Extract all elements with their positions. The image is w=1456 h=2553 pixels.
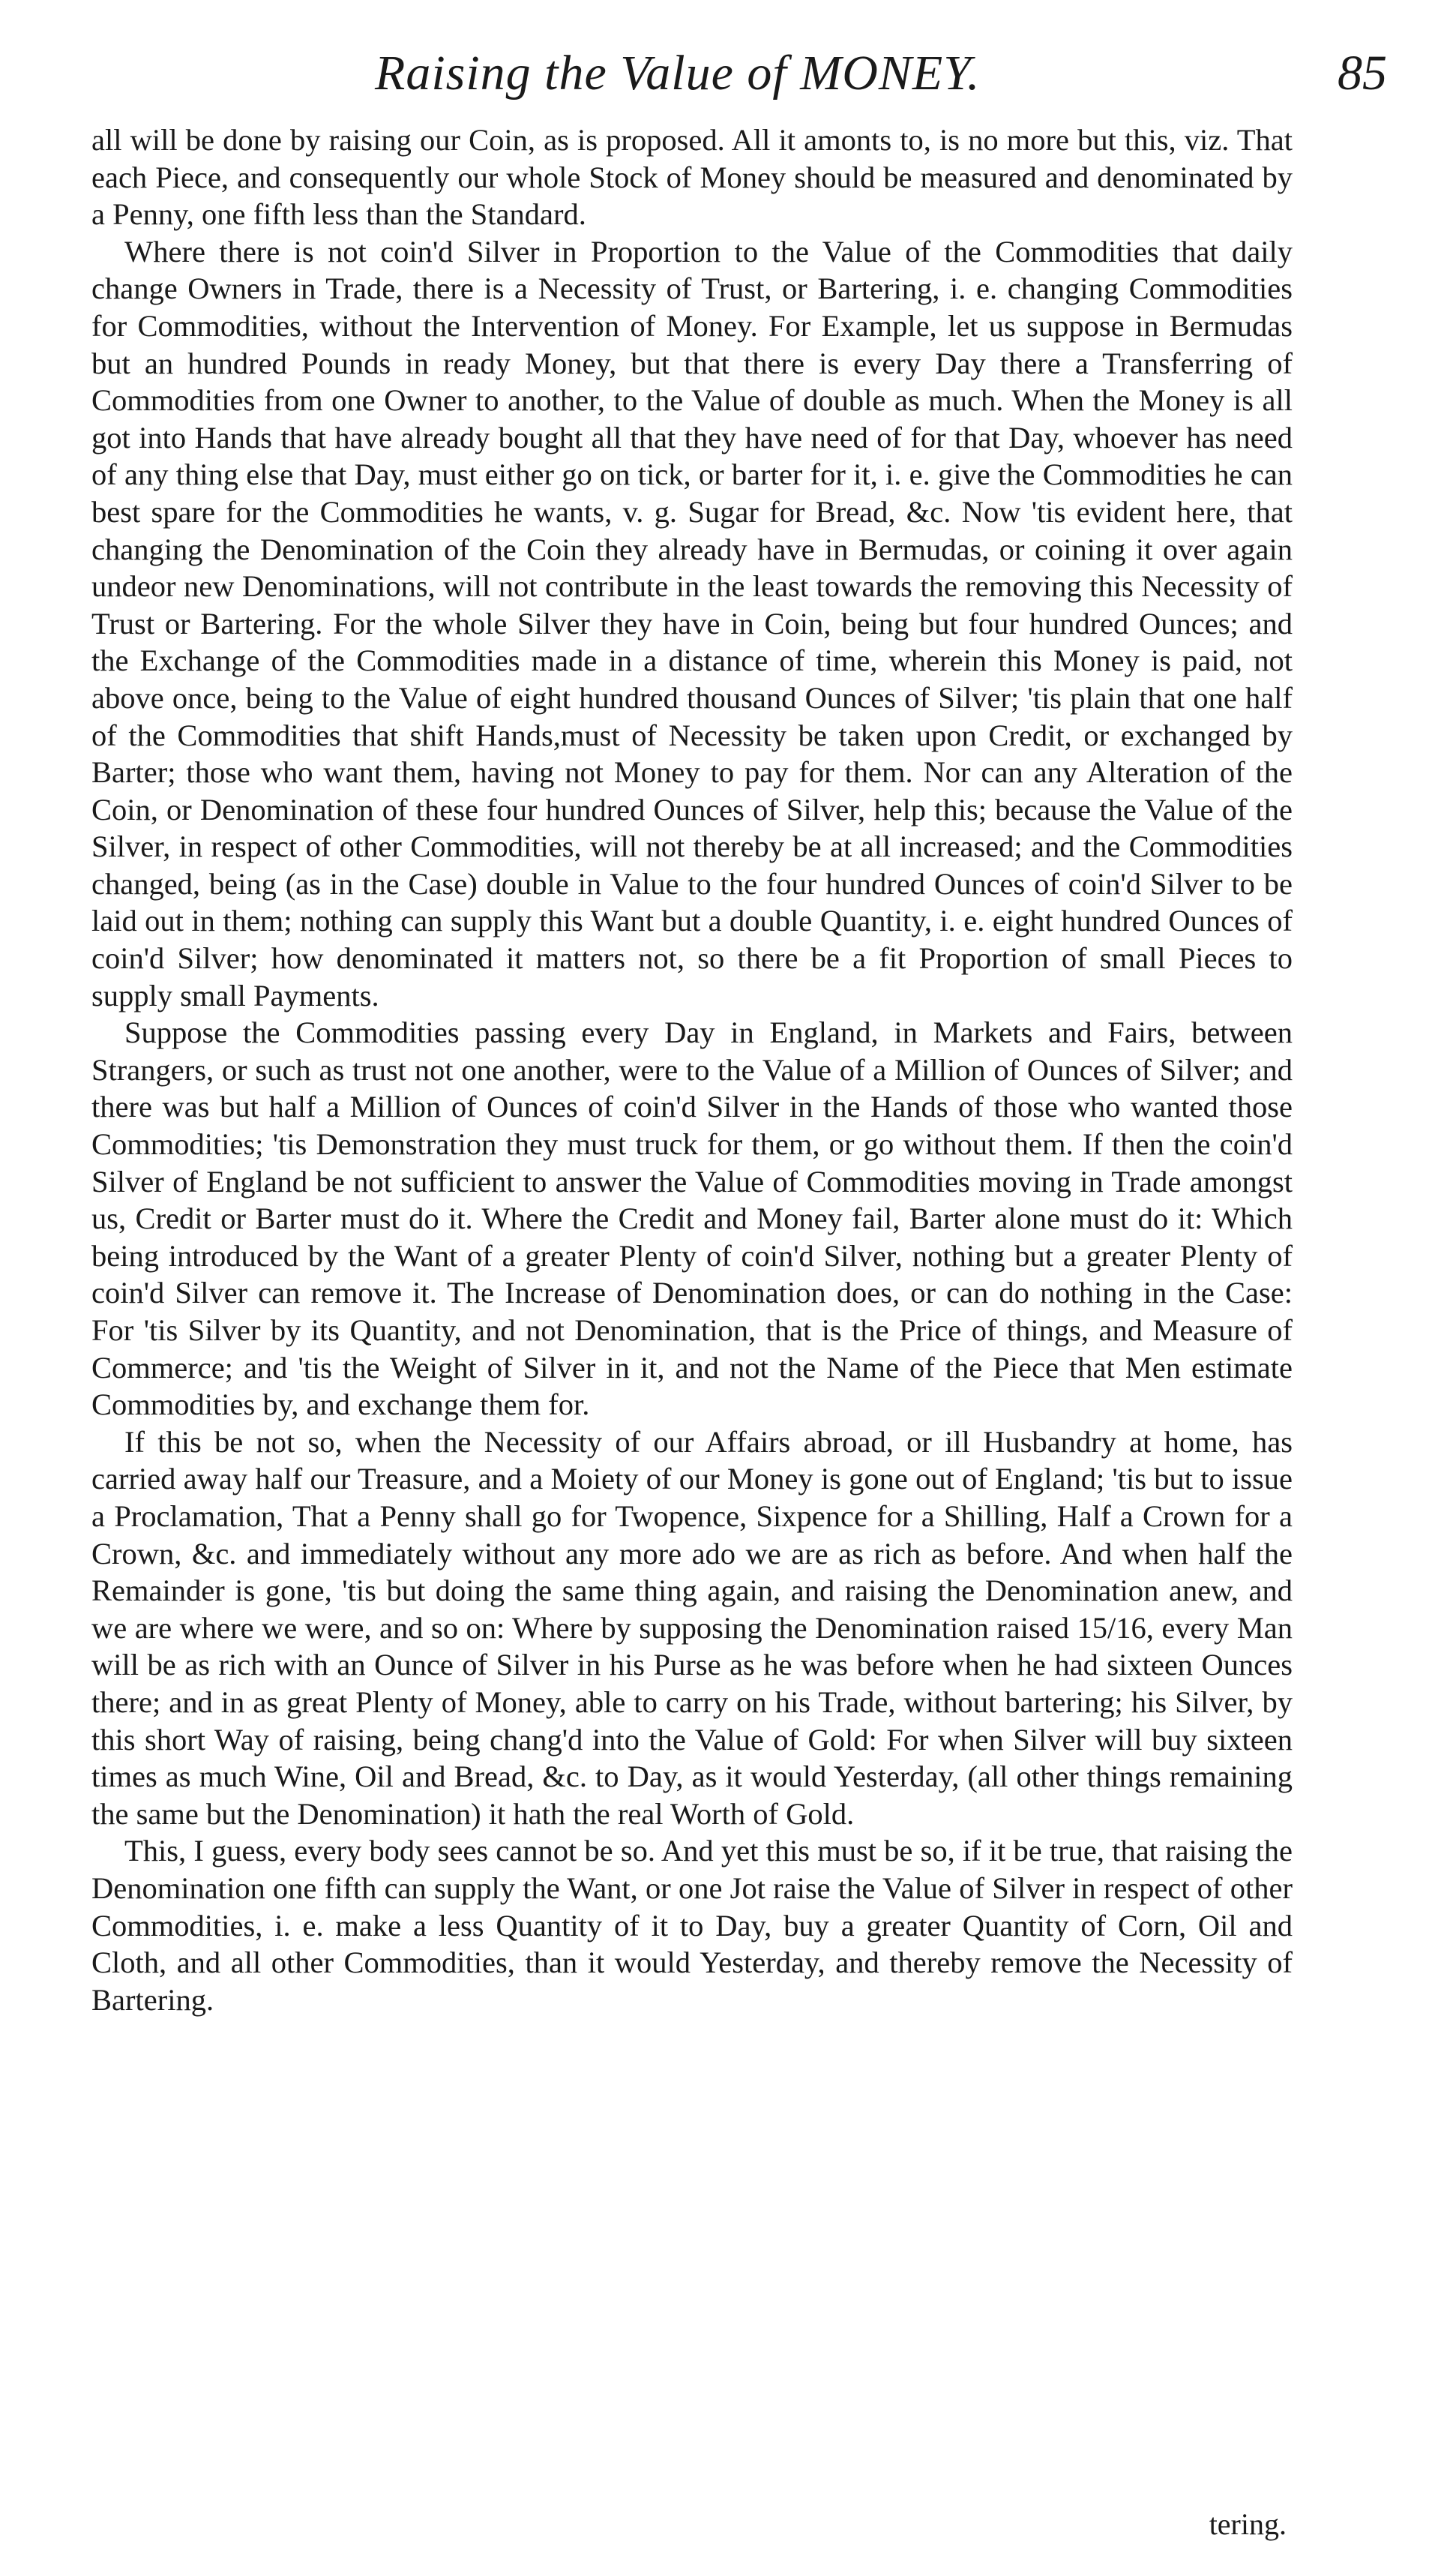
paragraph-1: all will be done by raising our Coin, as is proposed. All it amonts to, is no more but this, viz. That each Piece, and consequently our whole Stock of Money should be measured and denominated by a Penny, one fifth less than the Standard. xyxy=(91,123,1293,232)
page-number: 85 xyxy=(1338,46,1387,100)
page-header xyxy=(90,39,1396,111)
paragraph-2: Where there is not coin'd Silver in Proportion to the Value of the Commodities that daily change Owners in Trade, there is a Necessity of Trust, or Bartering, i. e. changing Commodities for Commodities, without the Intervention of Money. For Example, let us suppose in Bermudas but an hundred Pounds in ready Money, but that there is every Day there a Transferring of Commodities from one Owner to another, to the Value of double as much. When the Money is all got into Hands that have already bought all that they have need of for that Day, whoever has need of any thing else that Day, must either go on tick, or barter for it, i. e. give the Commodities he can best spare for the Commodities he wants, v. g. Sugar for Bread, &c. Now 'tis evident here, that changing the Denomination of the Coin they already have in Bermudas, or coining it over again undeor new Denominations, will not contribute in the least towards the removing this Necessity of Trust or Bartering. For the whole Silver they have in Coin, being but four hundred Ounces; and the Exchange of the Commodities made in a distance of time, wherein this Money is paid, not above once, being to the Value of eight hundred thousand Ounces of Silver; 'tis plain that one half of the Commodities that shift Hands,must of Necessity be taken upon Credit, or exchanged by Barter; those who want them, having not Money to pay for them. Nor can any Alteration of the Coin, or Denomination of these four hundred Ounces of Silver, help this; because the Value of the Silver, in respect of other Commodities, will not thereby be at all increased; and the Commodities changed, being (as in the Case) double in Value to the four hundred Ounces of coin'd Silver to be laid out in them; nothing can supply this Want but a double Quantity, i. e. eight hundred Ounces of coin'd Silver; how denominated it matters not, so there be a fit Proportion of small Pieces to supply small Payments. xyxy=(91,234,1293,1012)
catchword: tering. xyxy=(1209,2507,1287,2541)
paragraph-3: Suppose the Commodities passing every Day in England, in Markets and Fairs, between Strangers, or such as trust not one another, were to the Value of a Million of Ounces of Silver; and there was but half a Million of Ounces of coin'd Silver in the Hands of those who wanted those Commodities; 'tis Demonstration they must truck for them, or go without them. If then the coin'd Silver of England be not sufficient to answer the Value of Commodities moving in Trade amongst us, Credit or Barter must do it. Where the Credit and Money fail, Barter alone must do it: Which being introduced by the Want of a greater Plenty of coin'd Silver, nothing but a greater Plenty of coin'd Silver can remove it. The Increase of Denomination does, or can do nothing in the Case: For 'tis Silver by its Quantity, and not Denomination, that is the Price of things, and Measure of Commerce; and 'tis the Weight of Silver in it, and not the Name of the Piece that Men estimate Commodities by, and exchange them for. xyxy=(91,1016,1293,1422)
body-text xyxy=(91,122,1293,2018)
paragraph-5: This, I guess, every body sees cannot be so. And yet this must be so, if it be true, that raising the Denomination one fifth can supply the Want, or one Jot raise the Value of Silver in respect of other Commodities, i. e. make a less Quantity of it to Day, buy a greater Quantity of Corn, Oil and Cloth, and all other Commodities, than it would Yesterday, and thereby remove the Necessity of Bartering. xyxy=(91,1834,1293,2017)
paragraph-4: If this be not so, when the Necessity of our Affairs abroad, or ill Husbandry at home, has carried away half our Treasure, and a Moiety of our Money is gone out of England; 'tis but to issue a Proclamation, That a Penny shall go for Twopence, Sixpence for a Shilling, Half a Crown for a Crown, &c. and immediately without any more ado we are as rich as before. And when half the Remainder is gone, 'tis but doing the same thing again, and raising the Denomination anew, and we are where we were, and so on: Where by supposing the Denomination raised 15/16, every Man will be as rich with an Ounce of Silver in his Purse as he was before when he had sixteen Ounces there; and in as great Plenty of Money, able to carry on his Trade, without bartering; his Silver, by this short Way of raising, being chang'd into the Value of Gold: For when Silver will buy sixteen times as much Wine, Oil and Bread, &c. to Day, as it would Yesterday, (all other things remaining the same but the Denomination) it hath the real Worth of Gold. xyxy=(91,1424,1293,1831)
running-title: Raising the Value of MONEY. xyxy=(375,46,981,100)
